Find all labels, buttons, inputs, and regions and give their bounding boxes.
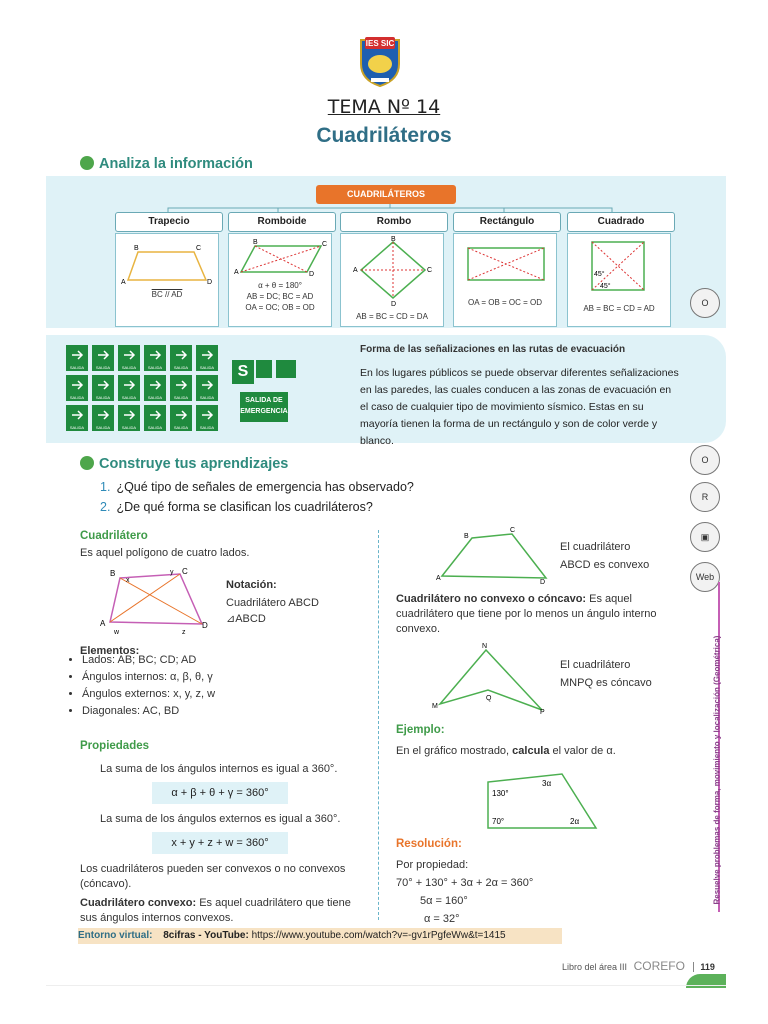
svg-text:70°: 70° [492,817,505,826]
topic-number: TEMA Nº 14 [327,96,441,118]
evacuation-sign-6 [66,375,88,401]
svg-text:SALIDA: SALIDA [199,395,215,400]
svg-text:A: A [234,269,239,276]
svg-text:B: B [134,245,139,252]
evacuation-signs-grid [66,345,226,433]
resol-line-1: Por propiedad: [396,859,469,871]
formula-internos: α + β + θ + γ = 360° [152,782,288,804]
romboide-figure [228,233,332,327]
competencia-vertical-label: Resuelve problemas de forma, movimiento y localización (Geométrica) [712,635,722,905]
svg-text:N: N [482,643,488,650]
evacuation-sign-8 [118,375,140,401]
elemento-diagonales: • Diagonales: AC, BD [82,703,215,720]
svg-text:A: A [121,279,126,286]
construye-heading: Construye tus aprendizajes [80,456,288,472]
salida-emergencia-sign: SALIDA DE EMERGENCIA [240,392,288,422]
rombo-figure [340,233,444,327]
concave-mnpq-figure [430,642,550,714]
question-2: 2. ¿De qué forma se clasifican los cuadriláteros? [100,500,373,514]
notacion-title: Notación: [226,579,277,591]
svg-text:C: C [322,241,328,248]
analiza-heading: Analiza la información [80,156,253,172]
elementos-title: Elementos: [80,645,140,657]
evacuation-sign-7 [92,375,114,401]
bottom-rule [46,985,726,986]
convex-abcd-figure [432,526,552,586]
svg-text:SALIDA: SALIDA [95,425,111,430]
evacuation-sign-12 [66,405,88,431]
cuadrado-caption: AB = BC = CD = AD [583,304,655,313]
svg-text:SALIDA: SALIDA [199,425,215,430]
svg-text:SALIDA: SALIDA [199,365,215,370]
svg-text:y: y [170,569,174,576]
svg-text:Q: Q [486,695,492,702]
elemento-lados: • Lados: AB; BC; CD; AD [82,652,215,669]
svg-text:B: B [391,236,396,243]
svg-text:A: A [100,619,106,628]
convexo-definition: Cuadrilátero convexo: Es aquel cuadrilátero que tiene sus ángulos internos convexos. [80,897,351,924]
type-label-romboide: Romboide [228,212,336,232]
classification-root: CUADRILÁTEROS [316,185,456,204]
concavo-caption-1: El cuadrilátero [560,659,631,671]
page-title: Cuadriláteros [316,124,452,147]
evacuation-sign-17 [196,405,218,431]
ejemplo-figure [484,770,604,834]
cuadrado-figure [567,233,671,327]
rectangulo-figure [453,233,557,327]
svg-text:SALIDA: SALIDA [69,395,85,400]
trapecio-caption: BC // AD [151,290,183,299]
evacuation-sign-3 [144,345,166,371]
notacion-1: Cuadrilátero ABCD [226,597,319,609]
question-1: 1. ¿Qué tipo de señales de emergencia has observado? [100,480,414,494]
youtube-link[interactable]: https://www.youtube.com/watch?v=-gv1rPgfeWw&t=1415 [251,930,506,941]
evacuation-sign-2 [118,345,140,371]
rombo-caption: AB = BC = CD = DA [356,312,428,321]
svg-text:130°: 130° [492,789,509,798]
svg-text:C: C [196,245,202,252]
type-label-rectangulo: Rectángulo [453,212,561,232]
trapecio-figure [115,233,219,327]
svg-text:D: D [309,271,315,278]
signs-title: Forma de las señalizaciones en las rutas de evacuación [360,344,626,355]
section-bullet-icon [80,456,94,470]
svg-text:D: D [391,301,397,308]
convexo-caption-1: El cuadrilátero [560,541,631,553]
svg-text:3α: 3α [542,779,552,788]
svg-text:w: w [114,629,120,636]
svg-text:B: B [253,239,258,246]
evacuation-sign-14 [118,405,140,431]
sidebar-icon-book[interactable]: ▣ [690,522,720,552]
link-label: 8cifras - YouTube: [163,930,249,941]
svg-text:A: A [436,575,441,582]
svg-text:SALIDA: SALIDA [121,365,137,370]
svg-text:z: z [182,629,186,636]
propiedades-heading: Propiedades [80,740,150,752]
elemento-internos: • Ángulos internos: α, β, θ, γ [82,669,215,686]
entorno-virtual-bar [78,928,562,944]
sidebar-icon-o1[interactable]: O [690,288,720,318]
svg-text:SALIDA: SALIDA [95,365,111,370]
svg-text:SALIDA: SALIDA [173,365,189,370]
svg-text:B: B [110,569,116,578]
svg-text:D: D [202,621,208,630]
svg-text:2α: 2α [570,817,580,826]
s-sign-icon: S [232,360,254,384]
evacuation-sign-16 [170,405,192,431]
propiedad-1: La suma de los ángulos internos es igual a 360°. [100,763,338,775]
elementos-list [66,652,215,720]
sidebar-icon-o2[interactable]: O [690,445,720,475]
evacuation-sign-10 [170,375,192,401]
svg-text:SALIDA: SALIDA [173,425,189,430]
formula-externos: x + y + z + w = 360° [152,832,288,854]
svg-text:A: A [353,267,358,274]
svg-text:SALIDA: SALIDA [121,395,137,400]
type-label-rombo: Rombo [340,212,448,232]
propiedad-2: La suma de los ángulos externos es igual a 360°. [100,813,341,825]
cuadrilatero-heading: Cuadrilátero [80,530,148,542]
svg-text:x: x [126,577,130,584]
evacuation-sign-4 [170,345,192,371]
evacuation-sign-11 [196,375,218,401]
convexos-paragraph: Los cuadriláteros pueden ser convexos o no convexos (cóncavo). [80,863,346,890]
svg-text:SALIDA: SALIDA [173,395,189,400]
svg-text:SALIDA: SALIDA [121,425,137,430]
evacuation-sign-1 [92,345,114,371]
svg-text:D: D [540,579,546,586]
type-label-cuadrado: Cuadrado [567,212,675,232]
section-bullet-icon [80,156,94,170]
ejemplo-text: En el gráfico mostrado, calcula el valor de α. [396,745,616,757]
running-man-sign-icon [256,360,272,378]
svg-text:C: C [427,267,433,274]
svg-text:SALIDA: SALIDA [69,425,85,430]
arrow-sign-icon [276,360,296,378]
evacuation-sign-9 [144,375,166,401]
cuadrilatero-def: Es aquel polígono de cuatro lados. [80,547,250,559]
entorno-label: Entorno virtual: [78,930,153,941]
elemento-externos: • Ángulos externos: x, y, z, w [82,686,215,703]
svg-text:SALIDA: SALIDA [147,365,163,370]
svg-text:B: B [464,533,469,540]
svg-text:P: P [540,709,545,714]
column-divider [378,530,379,920]
evacuation-sign-0 [66,345,88,371]
resol-line-2: 70° + 130° + 3α + 2α = 360° [396,877,534,889]
svg-text:C: C [182,567,188,576]
svg-text:M: M [432,703,438,710]
convexo-caption-2: ABCD es convexo [560,559,650,571]
svg-text:SALIDA: SALIDA [147,395,163,400]
logo-text: IES SIC [365,39,395,48]
school-logo [357,34,403,88]
resol-line-3: 5α = 160° [420,895,468,907]
no-convexo-definition: Cuadrilátero no convexo o cóncavo: Es aquel cuadrilátero que tiene por lo menos un ángulo interno convexo. [396,593,657,635]
evacuation-sign-13 [92,405,114,431]
svg-text:45°: 45° [600,283,611,290]
page-number: 119 [693,962,715,972]
romboide-caption: α + θ = 180° AB = DC; BC = AD OA = OC; OB = OD [245,281,315,312]
evacuation-sign-5 [196,345,218,371]
signs-text: En los lugares públicos se puede observar diferentes señalizaciones en las paredes, las cuales conducen a las zonas de evacuación en el caso de cualquier tipo de movimiento sísmico. Estas en su mayoría tienen la forma de un rectángulo y son de color verde y blanco. [360,367,679,447]
type-label-trapecio: Trapecio [115,212,223,232]
svg-text:C: C [510,527,516,534]
svg-text:D: D [207,279,213,286]
resolucion-heading: Resolución: [396,838,462,850]
rectangulo-caption: OA = OB = OC = OD [467,298,543,307]
abcd-figure [96,566,214,638]
ejemplo-heading: Ejemplo: [396,724,445,736]
resol-line-4: α = 32° [424,913,460,925]
svg-text:45°: 45° [594,271,605,278]
page-footer: Libro del área III COREFO 119 [562,959,715,973]
notacion-2: ⊿ABCD [226,613,266,625]
svg-text:SALIDA: SALIDA [147,425,163,430]
sidebar-icon-r[interactable]: R [690,482,720,512]
sidebar-icon-web[interactable]: Web [690,562,720,592]
svg-text:SALIDA: SALIDA [95,395,111,400]
svg-text:SALIDA: SALIDA [69,365,85,370]
evacuation-sign-15 [144,405,166,431]
concavo-caption-2: MNPQ es cóncavo [560,677,652,689]
